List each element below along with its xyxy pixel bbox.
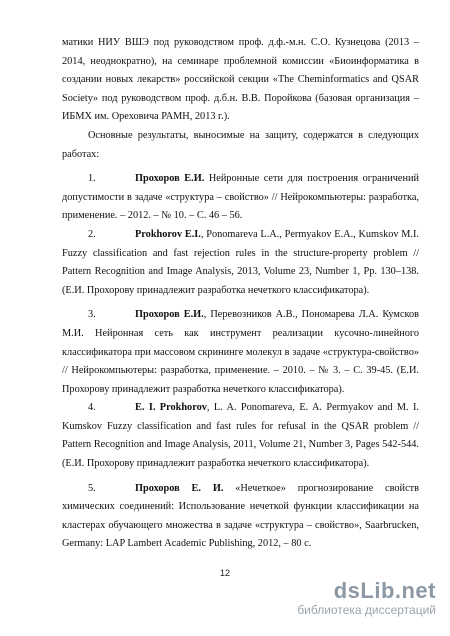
watermark (297, 580, 436, 616)
intro-paragraph: матики НИУ ВШЭ под руководством проф. д.ф.-м.н. С.О. Кузнецова (2013 – 2014, неоднократно), на семинаре проблемной комиссии «Биоинформатика в создании новых лекарств» российской секции «The Cheminformatics and QSAR Society» под руководством проф. д.б.н. В.В. Поройкова (базовая организация – ИБМХ им. Ореховича РАМН, 2013 г.). (62, 37, 419, 123)
publication-author: Прохоров Е.И. (135, 173, 205, 185)
publication-number: 5. (88, 482, 96, 494)
watermark-logo: dsLib.net (333, 578, 436, 603)
watermark-subtitle: библиотека диссертаций (297, 603, 436, 617)
publication-details: «Нечеткое» прогнозирование свойств химических соединений: Использование нечеткой функции классификации на кластерах обучающего множества в задаче «структура – свойство», Saarbrucken, Germany: LAP Lambert Academic Publishing, 2012, – 80 с. (62, 482, 419, 550)
publication-item (62, 399, 419, 473)
publication-number: 4. (88, 402, 96, 414)
publication-number: 1. (88, 173, 96, 185)
results-heading: Основные результаты, выносимые на защиту, содержатся в следующих работах: (62, 129, 419, 160)
publication-number: 3. (88, 309, 96, 321)
publication-author: Прохоров Е.И. (135, 309, 204, 321)
page-number: 12 (219, 568, 230, 578)
publication-item (62, 170, 419, 226)
publication-item (62, 306, 419, 399)
publication-author: Prokhorov E.I. (135, 228, 201, 240)
publication-item (62, 480, 419, 554)
publication-item (62, 226, 419, 300)
publication-author: E. I. Prokhorov (135, 402, 207, 414)
page-body (62, 34, 419, 554)
publication-details: , L. A. Ponomareva, E. A. Permyakov and M. I. Kumskov Fuzzy classification and fast rules for refusal in the QSAR problem // Pattern Recognition and Image Analysis, 2011, Volume 21, Number 3, Pages 542-544. (Е.И. Прохорову принадлежит разработка нечеткого классификатора). (62, 402, 419, 470)
publication-number: 2. (88, 228, 96, 240)
publication-details: Нейронные сети для построения ограничений допустимости в задаче «структура – свойство» // Нейрокомпьютеры: разработка, применение. – 2012. – № 10. – С. 46 – 56. (62, 173, 420, 222)
publication-details: , Перевозников А.В., Пономарева Л.А. Кумсков М.И. Нейронная сеть как инструмент реализации кусочно-линейного классификатора при массовом скрининге молекул в задаче «структура-свойство» // Нейрокомпьютеры: разработка, применение. – 2010. – № 3. – С. 39-45. (Е.И. Прохорову принадлежит разработка нечеткого классификатора). (62, 309, 420, 395)
publication-details: , Ponomareva L.A., Permyakov E.A., Kumskov M.I. Fuzzy classification and fast rejection rules in the structure-property problem // Pattern Recognition and Image Analysis, 2013, Volume 23, Number 1, Pp. 130–138. (Е.И. Прохорову принадлежит разработка нечеткого классификатора). (62, 228, 419, 296)
publication-author: Прохоров Е. И. (135, 482, 224, 494)
